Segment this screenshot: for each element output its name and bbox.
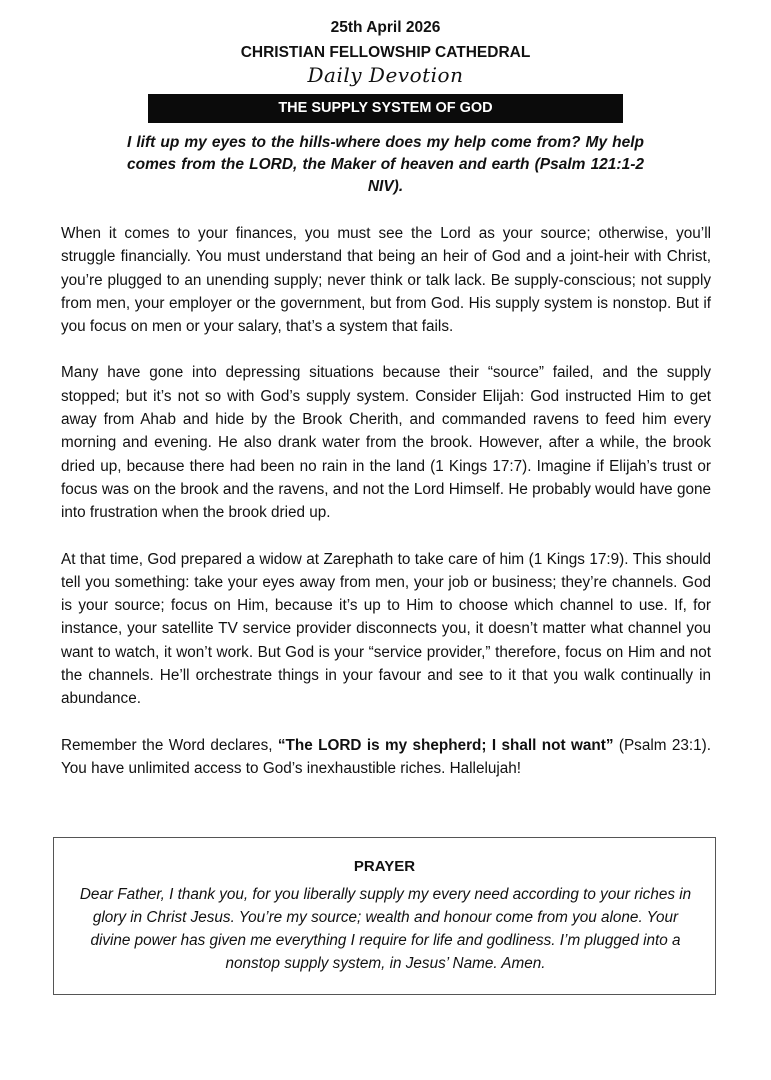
closing-text-after: (Psalm 23:1). You have unlimited access to God’s inexhaustible riches. Hallelujah! bbox=[61, 736, 711, 777]
devotion-subtitle: Daily Devotion bbox=[307, 63, 464, 87]
prayer-text: Dear Father, I thank you, for you liberally supply my every need according to your riches in glory in Christ Jesus. You’re my source; wealth and honour come from you alone. Your divine power has given me everything I require for life and godliness. I’m plugged into a nonstop supply system, in Jesus’ Name. Amen. bbox=[79, 886, 692, 972]
paragraph-2: Many have gone into depressing situations because their “source” failed, and the supply stopped; but it’s not so with God’s supply system. Consider Elijah: God instructed Him to get away from Ahab and hide by the Brook Cherith, and commanded ravens to feed him every morning and evening. He also drank water from the brook. However, after a while, the brook dried up, because there had been no rain in the land (1 Kings 17:7). Imagine if Elijah’s trust or focus was on the brook and the ravens, and not the Lord Himself. He probably would have gone into frustration when the brook dried up. bbox=[61, 364, 711, 522]
closing-paragraph bbox=[61, 734, 711, 781]
page-header bbox=[0, 18, 771, 87]
scripture-verse: I lift up my eyes to the hills-where does my help come from? My help comes from the LORD, the Maker of heaven and earth (Psalm 121:1-2 NIV). bbox=[127, 134, 644, 195]
devotion-date: 25th April 2026 bbox=[330, 19, 441, 36]
closing-text-before: Remember the Word declares, bbox=[61, 736, 278, 754]
paragraph-3: At that time, God prepared a widow at Zarephath to take care of him (1 Kings 17:9). This should tell you something: take your eyes away from men, your job or business; they’re channels. God is your source; focus on Him, because it’s up to Him to choose which channel to use. If, for instance, your satellite TV service provider disconnects you, it doesn’t matter what channel you want to watch, it won’t work. But God is your “service provider,” therefore, focus on Him and not the channels. He’ll orchestrate things in your favour and see to it that you walk continually in abundance. bbox=[61, 550, 711, 708]
prayer-title: PRAYER bbox=[353, 858, 416, 875]
closing-quote: “The LORD is my shepherd; I shall not want” bbox=[277, 736, 614, 754]
devotion-title: THE SUPPLY SYSTEM OF GOD bbox=[148, 94, 623, 123]
devotion-body bbox=[61, 222, 711, 780]
prayer-box bbox=[53, 837, 716, 995]
paragraph-1: When it comes to your finances, you must see the Lord as your source; otherwise, you’ll struggle financially. You must understand that being an heir of God and a joint-heir with Christ, you’re plugged to an unending supply; never think or talk lack. Be supply-conscious; not supply from men, your employer or the government, but from God. His supply system is nonstop. But if you focus on men or your salary, that’s a system that fails. bbox=[61, 225, 711, 336]
organization-name: CHRISTIAN FELLOWSHIP CATHEDRAL bbox=[240, 44, 531, 61]
